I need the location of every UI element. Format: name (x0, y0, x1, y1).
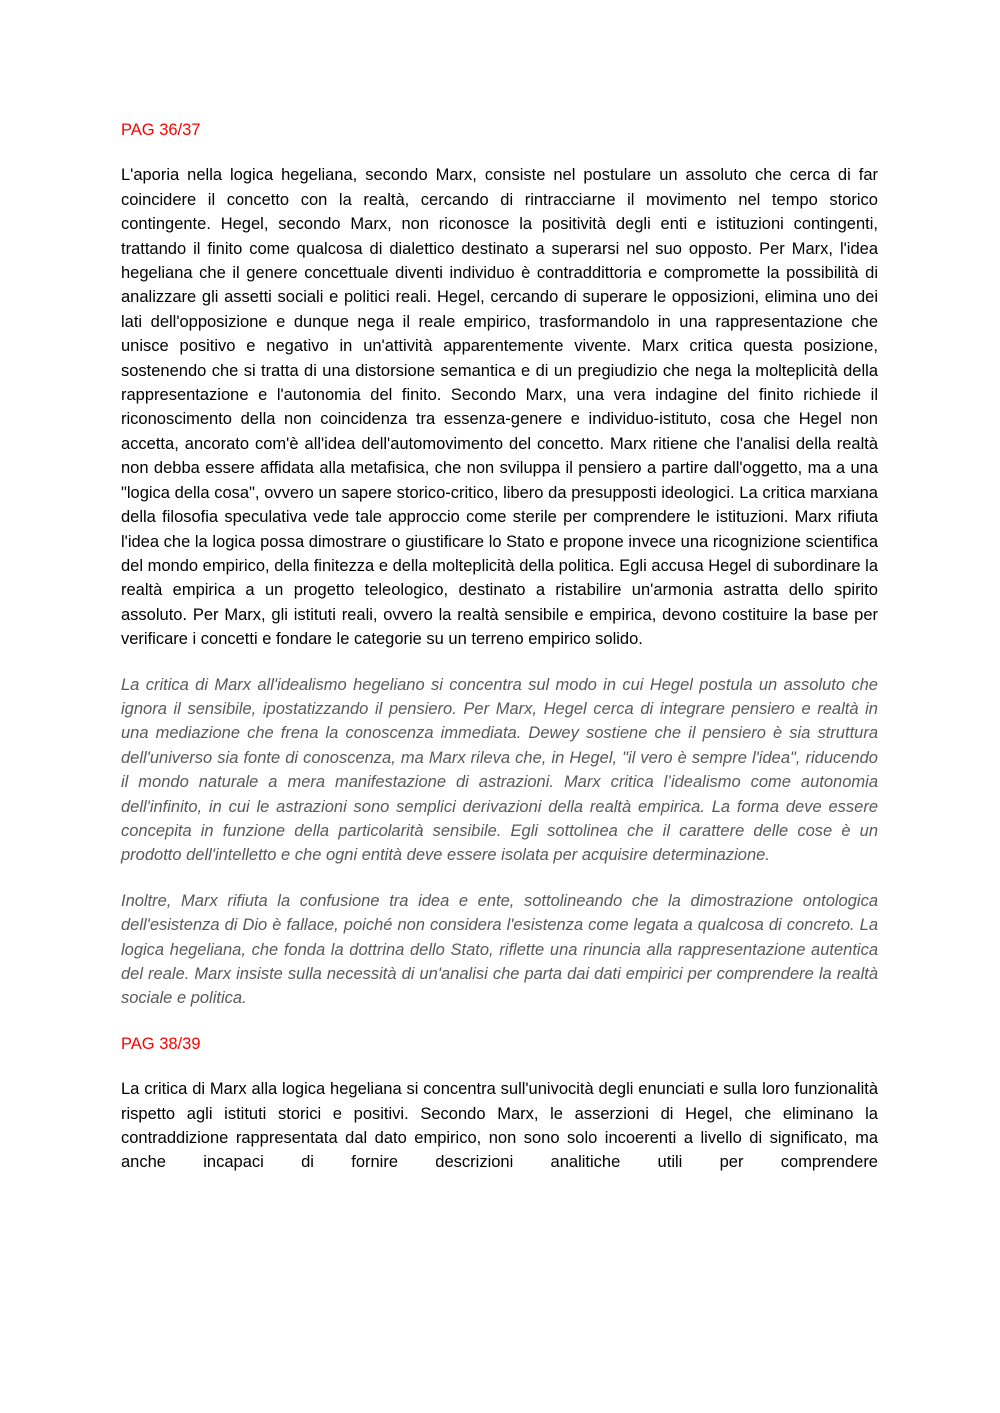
paragraph-aporia: L'aporia nella logica hegeliana, secondo Marx, consiste nel postulare un assoluto che cerca di far coincidere il concetto con la realtà, cercando di rintracciarne il movimento nel tempo storico contingente. Hegel, secondo Marx, non riconosce la positività degli enti e istituzioni contingenti, trattando il finito come qualcosa di dialettico destinato a superarsi nel suo opposto. Per Marx, l'idea hegeliana che il genere concettuale diventi individuo è contraddittoria e compromette la possibilità di analizzare gli assetti sociali e politici reali. Hegel, cercando di superare le opposizioni, elimina uno dei lati dell'opposizione e dunque nega il reale empirico, trasformandolo in una rappresentazione che unisce positivo e negativo in un'attività apparentemente vivente. Marx critica questa posizione, sostenendo che si tratta di una distorsione semantica e di un pregiudizio che nega la molteplicità della rappresentazione e l'autonomia del finito. Secondo Marx, una vera indagine del finito richiede il riconoscimento della non coincidenza tra essenza-genere e individuo-istituto, cosa che Hegel non accetta, ancorato com'è all'idea dell'automovimento del concetto. Marx ritiene che l'analisi della realtà non debba essere affidata alla metafisica, che non sviluppa il pensiero a partire dall'oggetto, ma a una "logica della cosa", ovvero un sapere storico-critico, libero da presupposti ideologici. La critica marxiana della filosofia speculativa vede tale approccio come sterile per comprendere le istituzioni. Marx rifiuta l'idea che la logica possa dimostrare o giustificare lo Stato e propone invece una ricognizione scientifica del mondo empirico, della finitezza e della molteplicità della politica. Egli accusa Hegel di subordinare la realtà empirica a un progetto teleologico, destinato a ristabilire un'armonia astratta dello spirito assoluto. Per Marx, gli istituti reali, ovvero la realtà sensibile e empirica, devono costituire la base per verificare i concetti e fondare le categorie su un terreno empirico solido. (121, 166, 878, 649)
italic-paragraph-idealismo: La critica di Marx all'idealismo hegeliano si concentra sul modo in cui Hegel postula un assoluto che ignora il sensibile, ipostatizzando il pensiero. Per Marx, Hegel cerca di integrare pensiero e realtà in una mediazione che frena la conoscenza immediata. Dewey sostiene che il pensiero è sia struttura dell'universo sia fonte di conoscenza, ma Marx rileva che, in Hegel, "il vero è sempre l'idea", riducendo il mondo naturale a mera manifestazione di astrazioni. Marx critica l’idealismo come autonomia dell'infinito, in cui le astrazioni sono semplici derivazioni della realtà empirica. La forma deve essere concepita in funzione della particolarità sensibile. Egli sottolinea che il carattere delle cose è un prodotto dell'intelletto e che ogni entità deve essere isolata per acquisire determinazione. (121, 675, 878, 865)
page-label-36-37: PAG 36/37 (121, 121, 201, 139)
italic-paragraph-inoltre: Inoltre, Marx rifiuta la confusione tra idea e ente, sottolineando che la dimostrazione ontologica dell'esistenza di Dio è fallace, poiché non considera l'esistenza come legata a qualcosa di concreto. La logica hegeliana, che fonda la dottrina dello Stato, riflette una rinuncia alla rappresentazione autentica del reale. Marx insiste sulla necessità di un'analisi che parta dai dati empirici per comprendere la realtà sociale e politica. (121, 891, 878, 1008)
document-page (121, 118, 878, 1175)
paragraph-univocita: La critica di Marx alla logica hegeliana si concentra sull'univocità degli enunciati e sulla loro funzionalità rispetto agli istituti storici e positivi. Secondo Marx, le asserzioni di Hegel, che eliminano la contraddizione rappresentata dal dato empirico, non sono solo incoerenti a livello di significato, ma anche incapaci di fornire descrizioni analitiche utili per comprendere (121, 1080, 878, 1172)
page-label-38-39: PAG 38/39 (121, 1034, 201, 1053)
